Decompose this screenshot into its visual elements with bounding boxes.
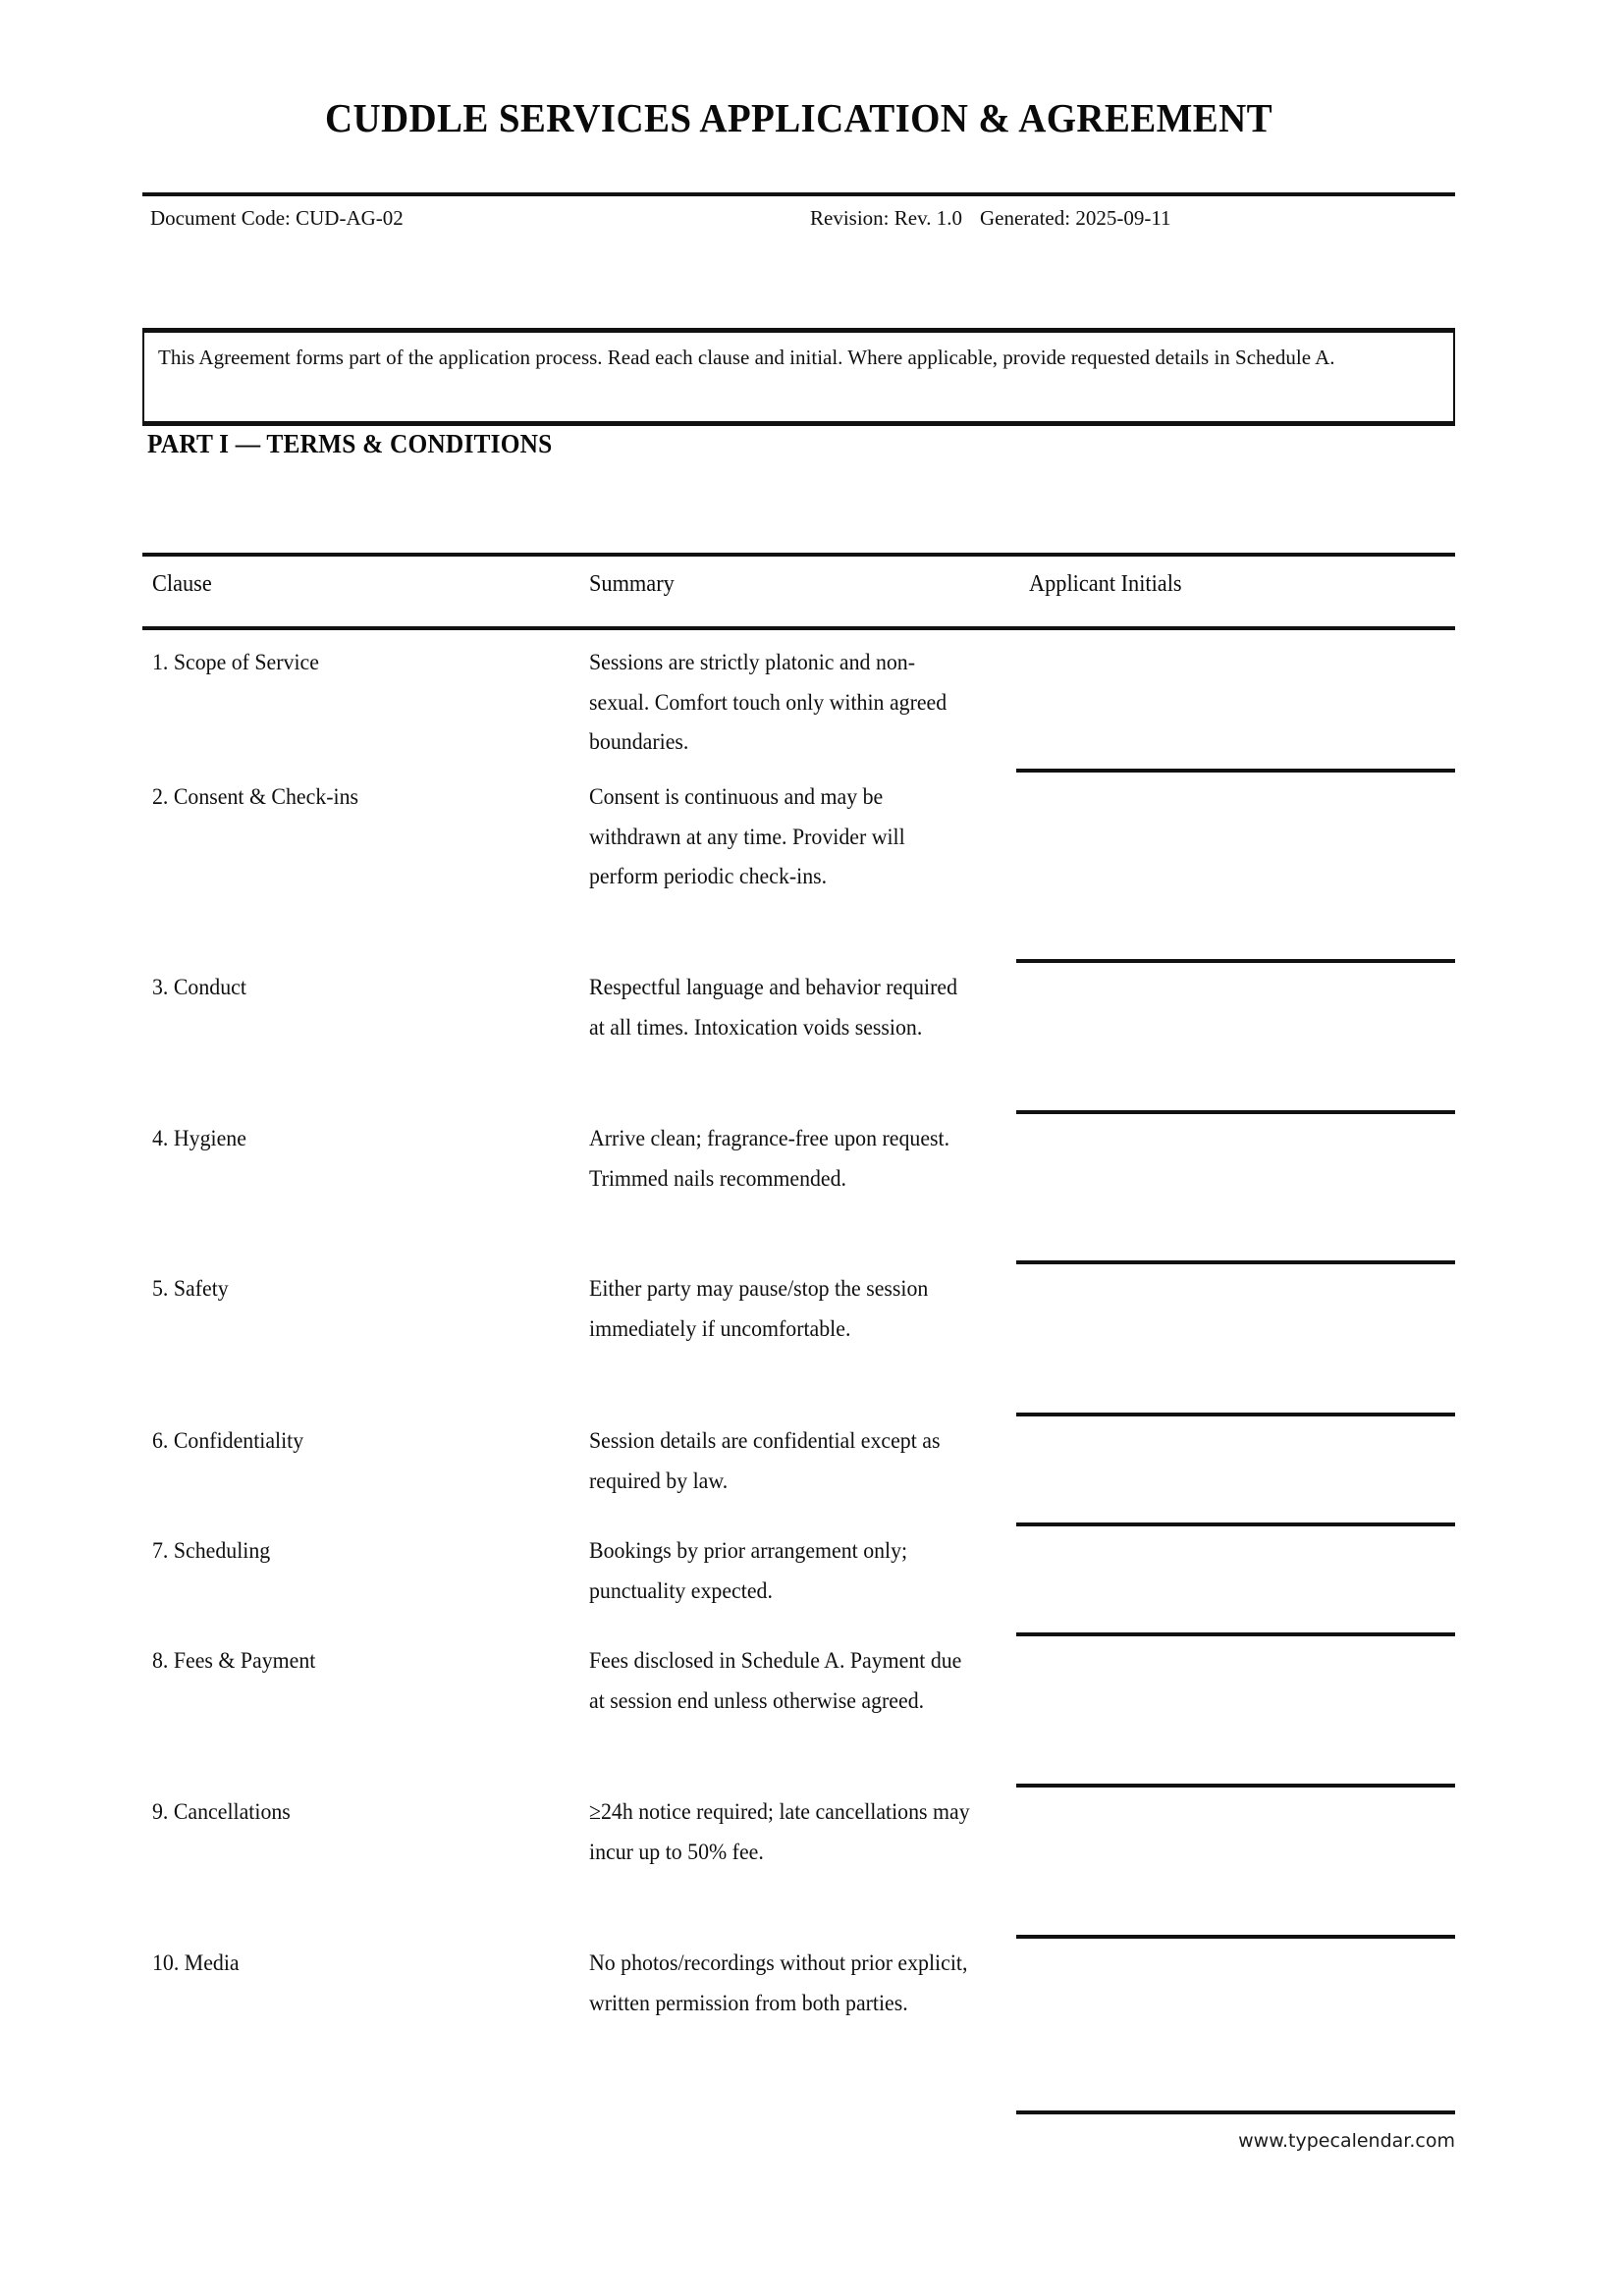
initials-signature-line[interactable] [1016,769,1455,773]
document-meta-row [142,203,1455,233]
clause-summary-text: Consent is continuous and may be withdrawn at any time. Provider will perform periodic check-ins. [589,784,905,889]
table-row: 10. Media [152,1950,240,1976]
page-title: CUDDLE SERVICES APPLICATION & AGREEMENT [325,95,1272,140]
revision-generated-group [810,203,1171,233]
document-code-text: Document Code: CUD-AG-02 [150,206,404,230]
clause-summary-text: Bookings by prior arrangement only; punctuality expected. [589,1538,908,1604]
part-one-heading: PART I — TERMS & CONDITIONS [147,429,553,458]
table-row: 5. Safety [152,1276,229,1302]
clause-summary-text: Sessions are strictly platonic and non-sexual. Comfort touch only within agreed boundaries. [589,650,947,755]
footer-website: www.typecalendar.com [1238,2130,1455,2152]
initials-signature-line[interactable] [1016,1784,1455,1788]
title-divider-rule [142,192,1455,196]
column-header-applicant-initials: Applicant Initials [1029,571,1182,597]
column-header-summary: Summary [589,571,675,597]
table-row: 3. Conduct [152,975,246,1000]
table-row: 2. Consent & Check-ins [152,784,359,810]
table-row: 6. Confidentiality [152,1428,304,1454]
initials-signature-line[interactable] [1016,1260,1455,1264]
table-header-top-rule [142,553,1455,557]
table-row: 7. Scheduling [152,1538,271,1564]
generated-date-text: Generated: 2025-09-11 [979,206,1171,230]
table-header-bottom-rule [142,626,1455,630]
clause-summary-text: Respectful language and behavior required at all times. Intoxication voids session. [589,975,958,1041]
table-row: 1. Scope of Service [152,650,319,675]
column-header-clause: Clause [152,571,212,597]
table-row: 9. Cancellations [152,1799,291,1825]
clause-summary-text: No photos/recordings without prior explicit, written permission from both parties. [589,1950,968,2016]
initials-signature-line[interactable] [1016,1935,1455,1939]
table-row: 4. Hygiene [152,1126,246,1151]
initials-signature-line[interactable] [1016,1110,1455,1114]
revision-text: Revision: Rev. 1.0 [810,206,962,230]
instructions-note-box [142,328,1455,426]
initials-signature-line[interactable] [1016,2110,1455,2114]
instructions-note-text: This Agreement forms part of the application process. Read each clause and initial. Where applicable, provide requested details in Schedule A. [158,346,1335,369]
clause-summary-text: Fees disclosed in Schedule A. Payment due at session end unless otherwise agreed. [589,1648,962,1714]
initials-signature-line[interactable] [1016,1522,1455,1526]
clause-summary-text: Arrive clean; fragrance-free upon request. Trimmed nails recommended. [589,1126,950,1192]
table-row: 8. Fees & Payment [152,1648,316,1674]
clause-summary-text: Either party may pause/stop the session immediately if uncomfortable. [589,1276,929,1342]
initials-signature-line[interactable] [1016,1632,1455,1636]
clause-summary-text: Session details are confidential except as required by law. [589,1428,941,1494]
initials-signature-line[interactable] [1016,959,1455,963]
clause-summary-text: ≥24h notice required; late cancellations may incur up to 50% fee. [589,1799,970,1865]
initials-signature-line[interactable] [1016,1413,1455,1416]
